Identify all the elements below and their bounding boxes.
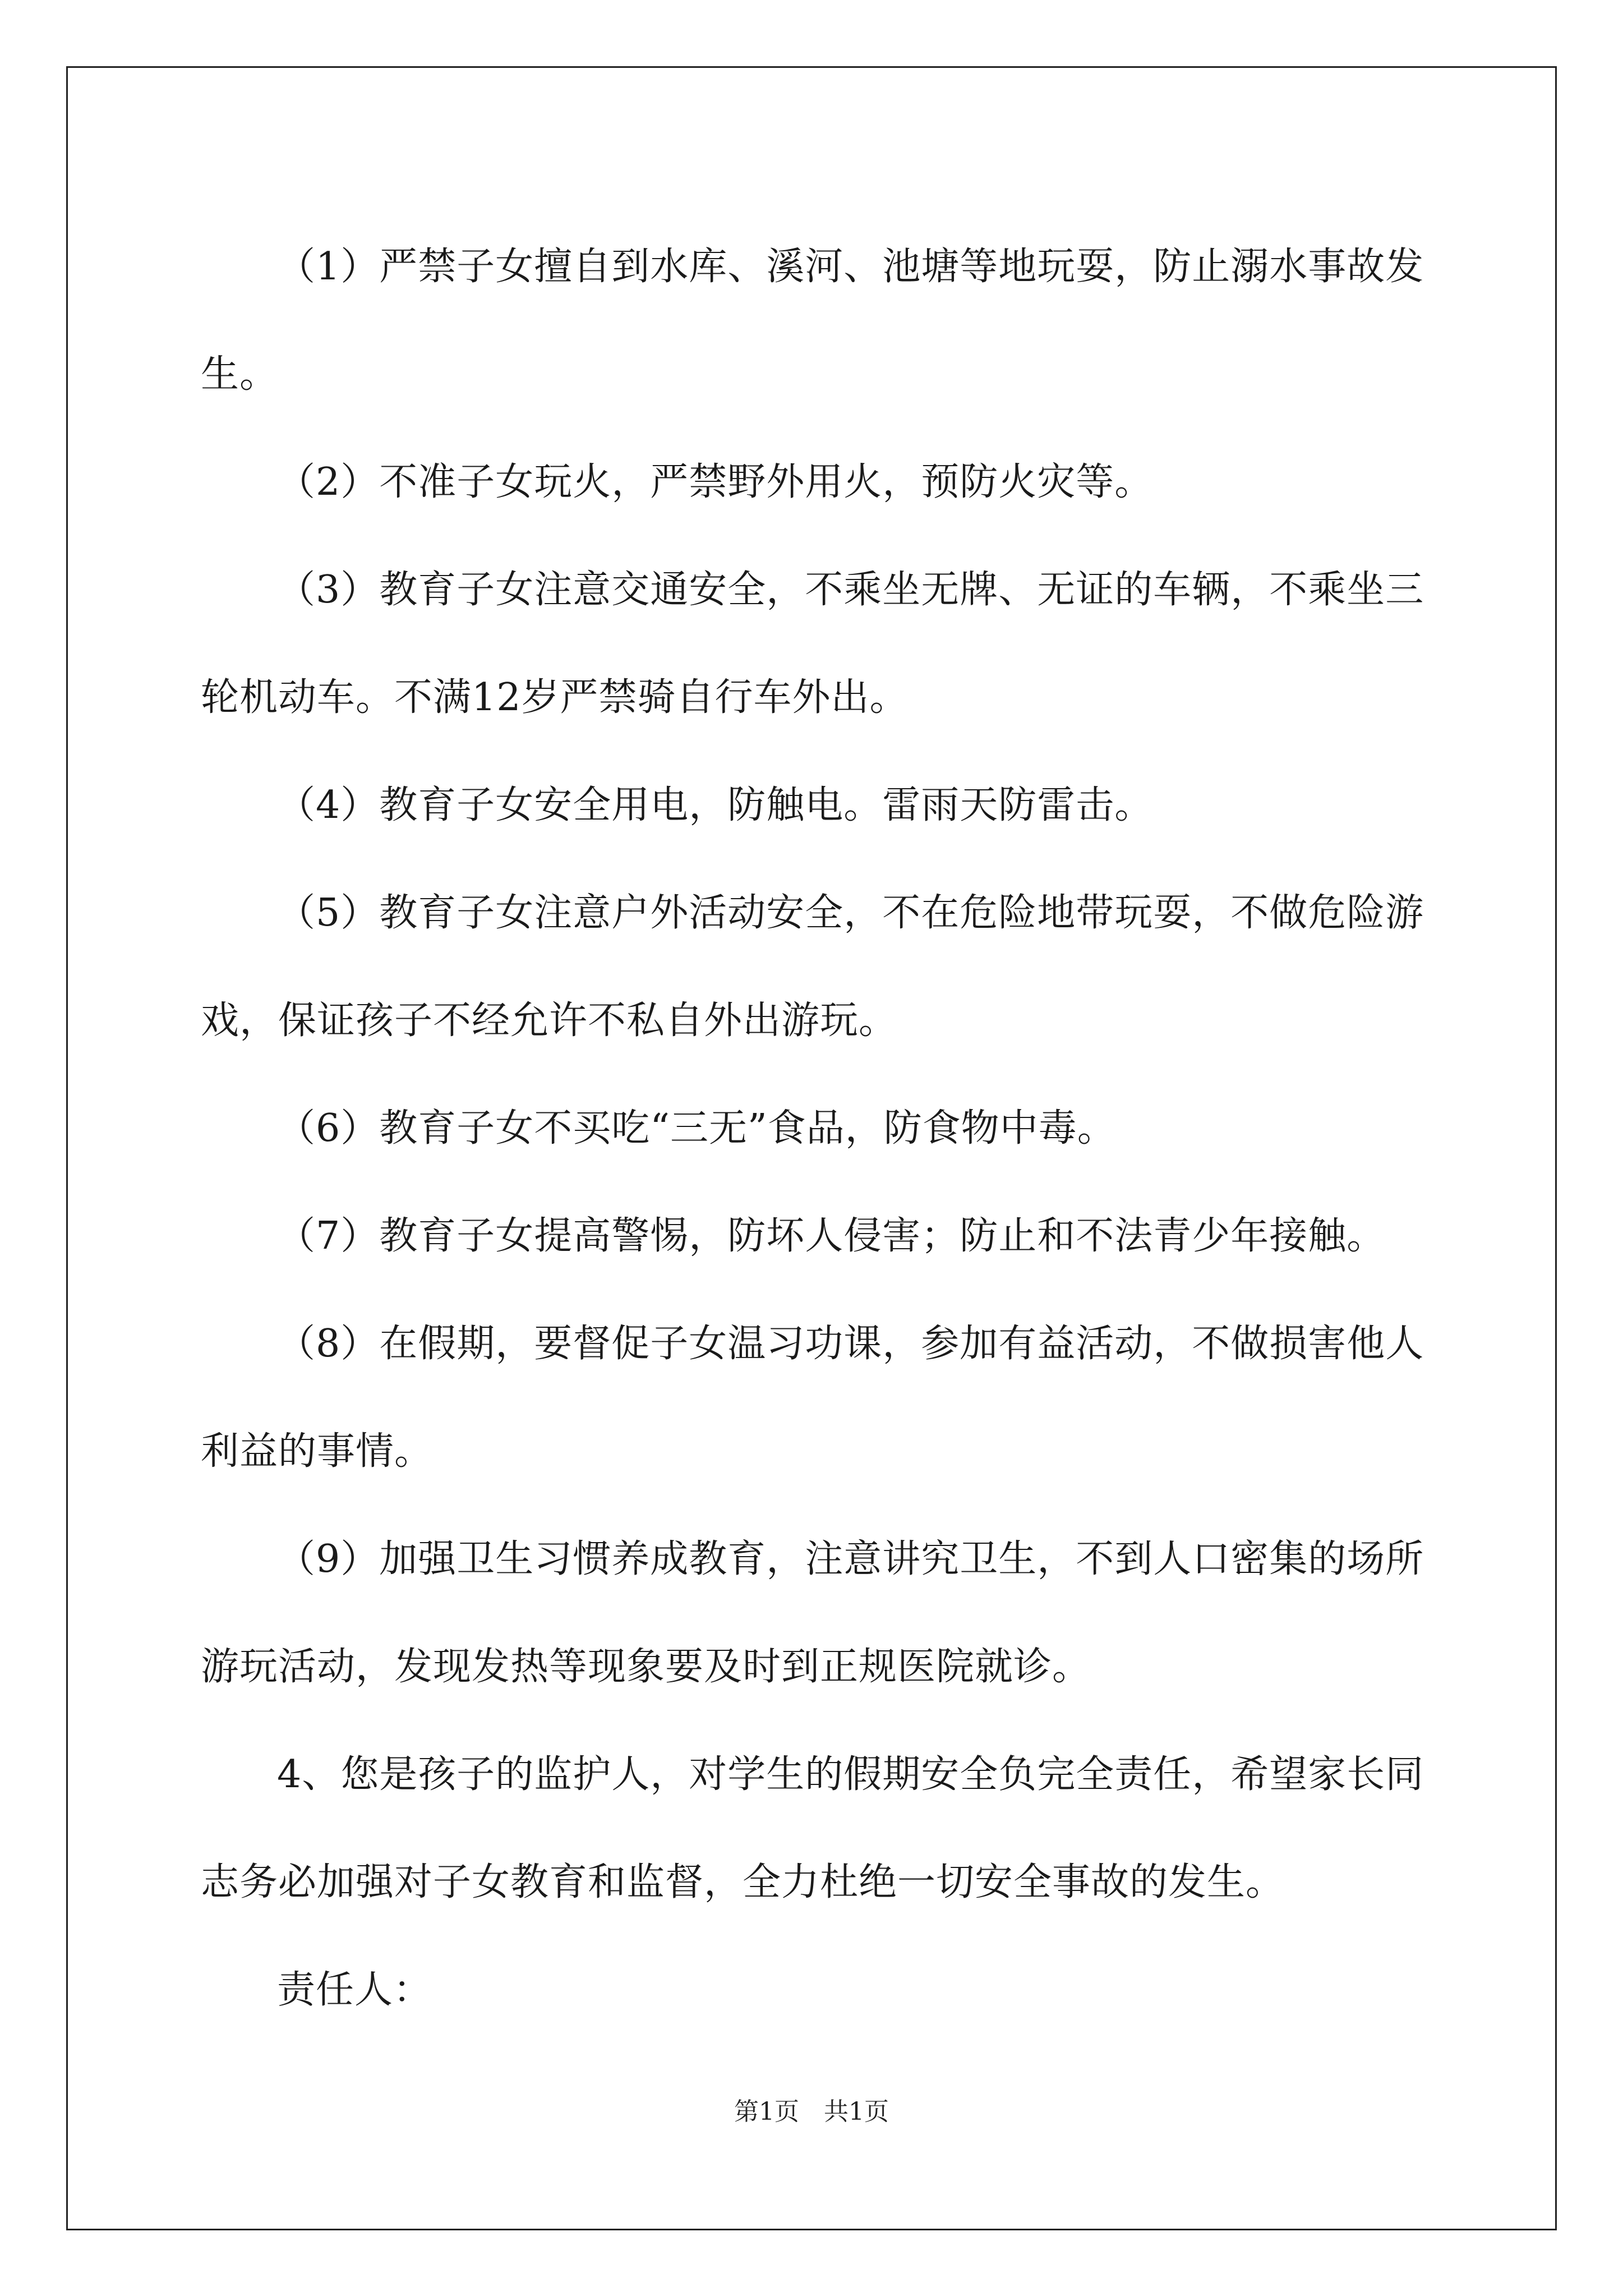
paragraph-item-6: （6）教育子女不买吃“三无”食品，防食物中毒。 bbox=[277, 1106, 1116, 1151]
paragraph-guardian-responsibility: 4、您是孩子的监护人，对学生的假期安全负完全责任，希望家长同志务必加强对子女教育和监督，全力杜绝一切安全事故的发生。 bbox=[201, 1752, 1424, 1904]
paragraph-item-8: （8）在假期，要督促子女温习功课，参加有益活动，不做损害他人利益的事情。 bbox=[201, 1322, 1424, 1474]
paragraph-item-2: （2）不准子女玩火，严禁野外用火，预防火灾等。 bbox=[277, 460, 1154, 504]
paragraph-item-7: （7）教育子女提高警惕，防坏人侵害；防止和不法青少年接触。 bbox=[277, 1214, 1386, 1258]
paragraph-item-1: （1）严禁子女擅自到水库、溪河、池塘等地玩耍，防止溺水事故发生。 bbox=[201, 245, 1424, 397]
paragraph-item-5: （5）教育子女注意户外活动安全，不在危险地带玩耍，不做危险游戏，保证孩子不经允许不私自外出游玩。 bbox=[201, 891, 1424, 1043]
paragraph-item-9: （9）加强卫生习惯养成教育，注意讲究卫生，不到人口密集的场所游玩活动，发现发热等现象要及时到正规医院就诊。 bbox=[201, 1537, 1424, 1689]
paragraph-item-3: （3）教育子女注意交通安全，不乘坐无牌、无证的车辆，不乘坐三轮机动车。不满12岁严禁骑自行车外出。 bbox=[201, 568, 1424, 720]
document-body bbox=[201, 213, 1435, 2044]
paragraph-item-4: （4）教育子女安全用电，防触电。雷雨天防雷击。 bbox=[277, 783, 1154, 827]
responsible-person-label: 责任人： bbox=[277, 1968, 432, 2012]
page-number-footer: 第1页 共1页 bbox=[734, 2097, 889, 2126]
